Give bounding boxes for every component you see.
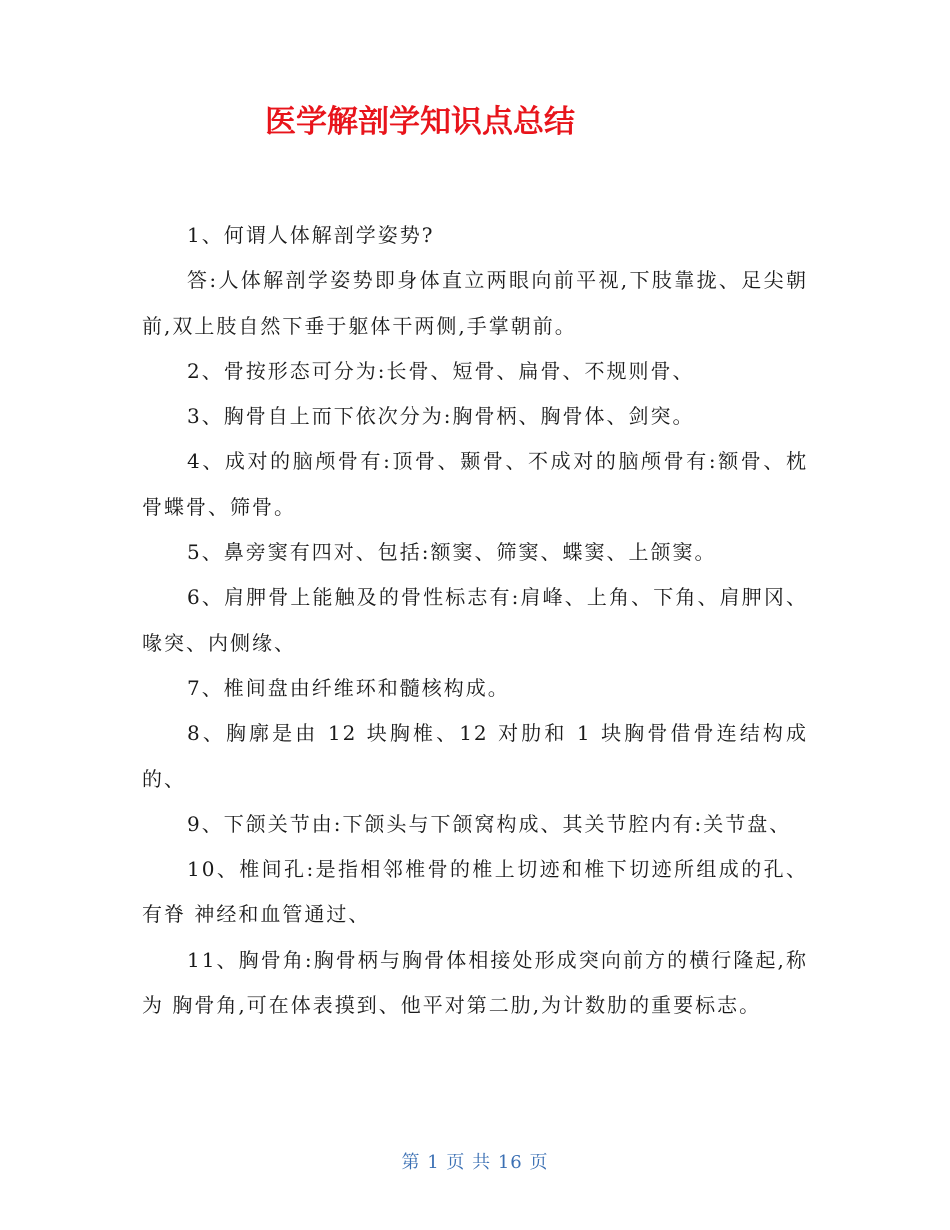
document-title: 医学解剖学知识点总结	[265, 104, 575, 140]
paragraph-5: 4、成对的脑颅骨有:顶骨、颞骨、不成对的脑颅骨有:额骨、枕骨蝶骨、筛骨。	[142, 449, 808, 519]
paragraph-9: 8、胸廓是由 12 块胸椎、12 对肋和 1 块胸骨借骨连结构成的、	[142, 721, 808, 791]
paragraph-12: 11、胸骨角:胸骨柄与胸骨体相接处形成突向前方的横行隆起,称为 胸骨角,可在体表摸到、他平对第二肋,为计数肋的重要标志。	[142, 947, 808, 1018]
paragraph-7: 6、肩胛骨上能触及的骨性标志有:肩峰、上角、下角、肩胛冈、喙突、内侧缘、	[142, 585, 808, 655]
page-number-footer: 第 1 页 共 16 页	[401, 1152, 549, 1173]
paragraph-2: 答:人体解剖学姿势即身体直立两眼向前平视,下肢靠拢、足尖朝 前,双上肢自然下垂于躯体干两侧,手掌朝前。	[142, 268, 808, 338]
paragraph-1: 1、何谓人体解剖学姿势?	[187, 223, 435, 247]
paragraph-4: 3、胸骨自上而下依次分为:胸骨柄、胸骨体、剑突。	[187, 404, 695, 429]
paragraph-6: 5、鼻旁窦有四对、包括:额窦、筛窦、蝶窦、上颌窦。	[187, 540, 717, 565]
document-body	[142, 213, 808, 1028]
paragraph-3: 2、骨按形态可分为:长骨、短骨、扁骨、不规则骨、	[187, 358, 695, 383]
paragraph-11: 10、椎间孔:是指相邻椎骨的椎上切迹和椎下切迹所组成的孔、有脊 神经和血管通过、	[142, 857, 808, 927]
paragraph-8: 7、椎间盘由纤维环和髓核构成。	[187, 675, 510, 700]
paragraph-10: 9、下颌关节由:下颌头与下颌窝构成、其关节腔内有:关节盘、	[187, 811, 792, 836]
